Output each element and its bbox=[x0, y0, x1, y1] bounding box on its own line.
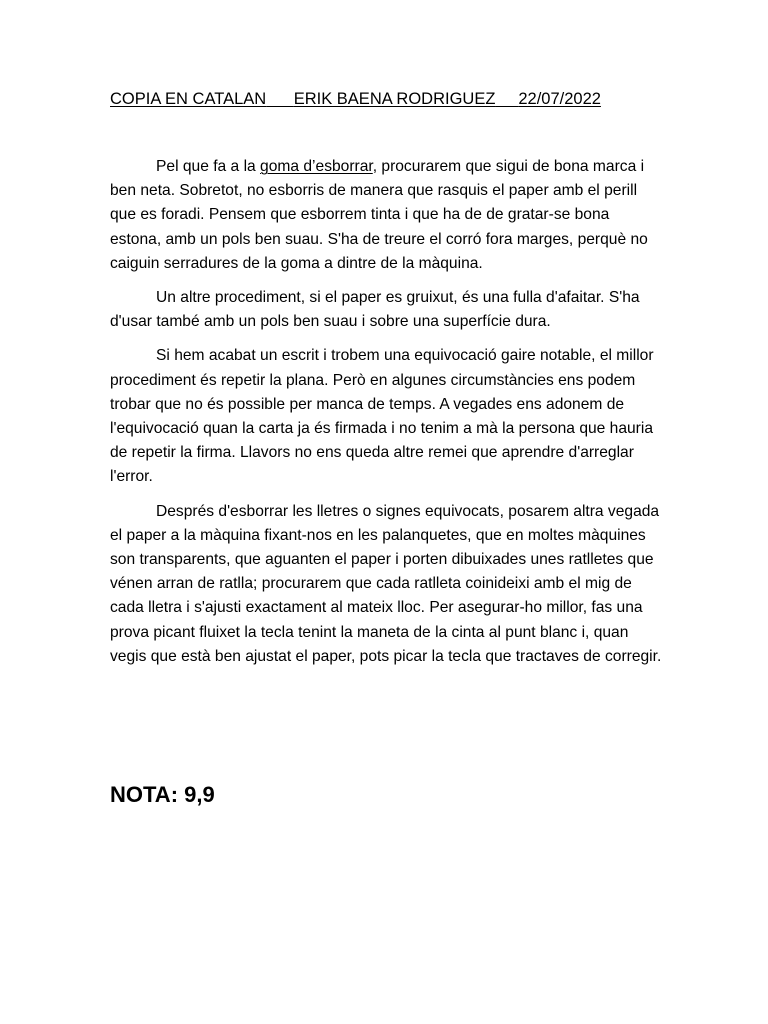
paragraph-1 bbox=[110, 155, 662, 276]
paragraph-1-lead: Pel que fa a la bbox=[156, 158, 261, 175]
header-title: COPIA EN CATALAN bbox=[110, 90, 267, 108]
document-body bbox=[110, 155, 662, 679]
grade-label: NOTA: 9,9 bbox=[110, 782, 215, 807]
paragraph-4: Després d'esborrar les lletres o signes equivocats, posarem altra vegada el paper a la màquina fixant-nos en les palanquetes, que en moltes màquines son transparents, que aguanten el paper i porten dibuixades unes ratlletes que vénen arran de ratlla; procurarem que cada ratlleta coinideixi amb el mig de cada lletra i s'ajusti exactament al mateix lloc. Per asegurar-ho millor, fas una prova picant fluixet la tecla tenint la maneta de la cinta al punt blanc i, quan vegis que està ben ajustat el paper, pots picar la tecla que tractaves de corregir. bbox=[110, 502, 662, 665]
document-header bbox=[110, 88, 650, 110]
paragraph-1-rest: , procurarem que sigui de bona marca i ben neta. Sobretot, no esborris de manera que rasquis el paper amb el perill que es foradi. Pensem que esborrem tinta i que ha de de gratar-se bona estona, amb un pols ben suau. S'ha de treure el corró fora marges, perquè no caiguin serradures de la goma a dintre de la màquina. bbox=[110, 158, 648, 272]
header-author: ERIK BAENA RODRIGUEZ bbox=[293, 90, 496, 108]
underlined-term: goma d’esborrar bbox=[260, 158, 373, 175]
paragraph-2: Un altre procediment, si el paper es gruixut, és una fulla d'afaitar. S'ha d'usar també amb un pols ben suau i sobre una superfície dura. bbox=[110, 289, 640, 331]
paragraph-3: Si hem acabat un escrit i trobem una equivocació gaire notable, el millor procediment és repetir la plana. Però en algunes circumstàncies ens podem trobar que no és possible per manca de temps. A vegades ens adonem de l'equivocació quan la carta ja és firmada i no tenim a mà la persona que hauria de repetir la firma. Llavors no ens queda altre remei que aprendre d'arreglar l'error. bbox=[110, 347, 654, 486]
header-date: 22/07/2022 bbox=[518, 90, 601, 108]
